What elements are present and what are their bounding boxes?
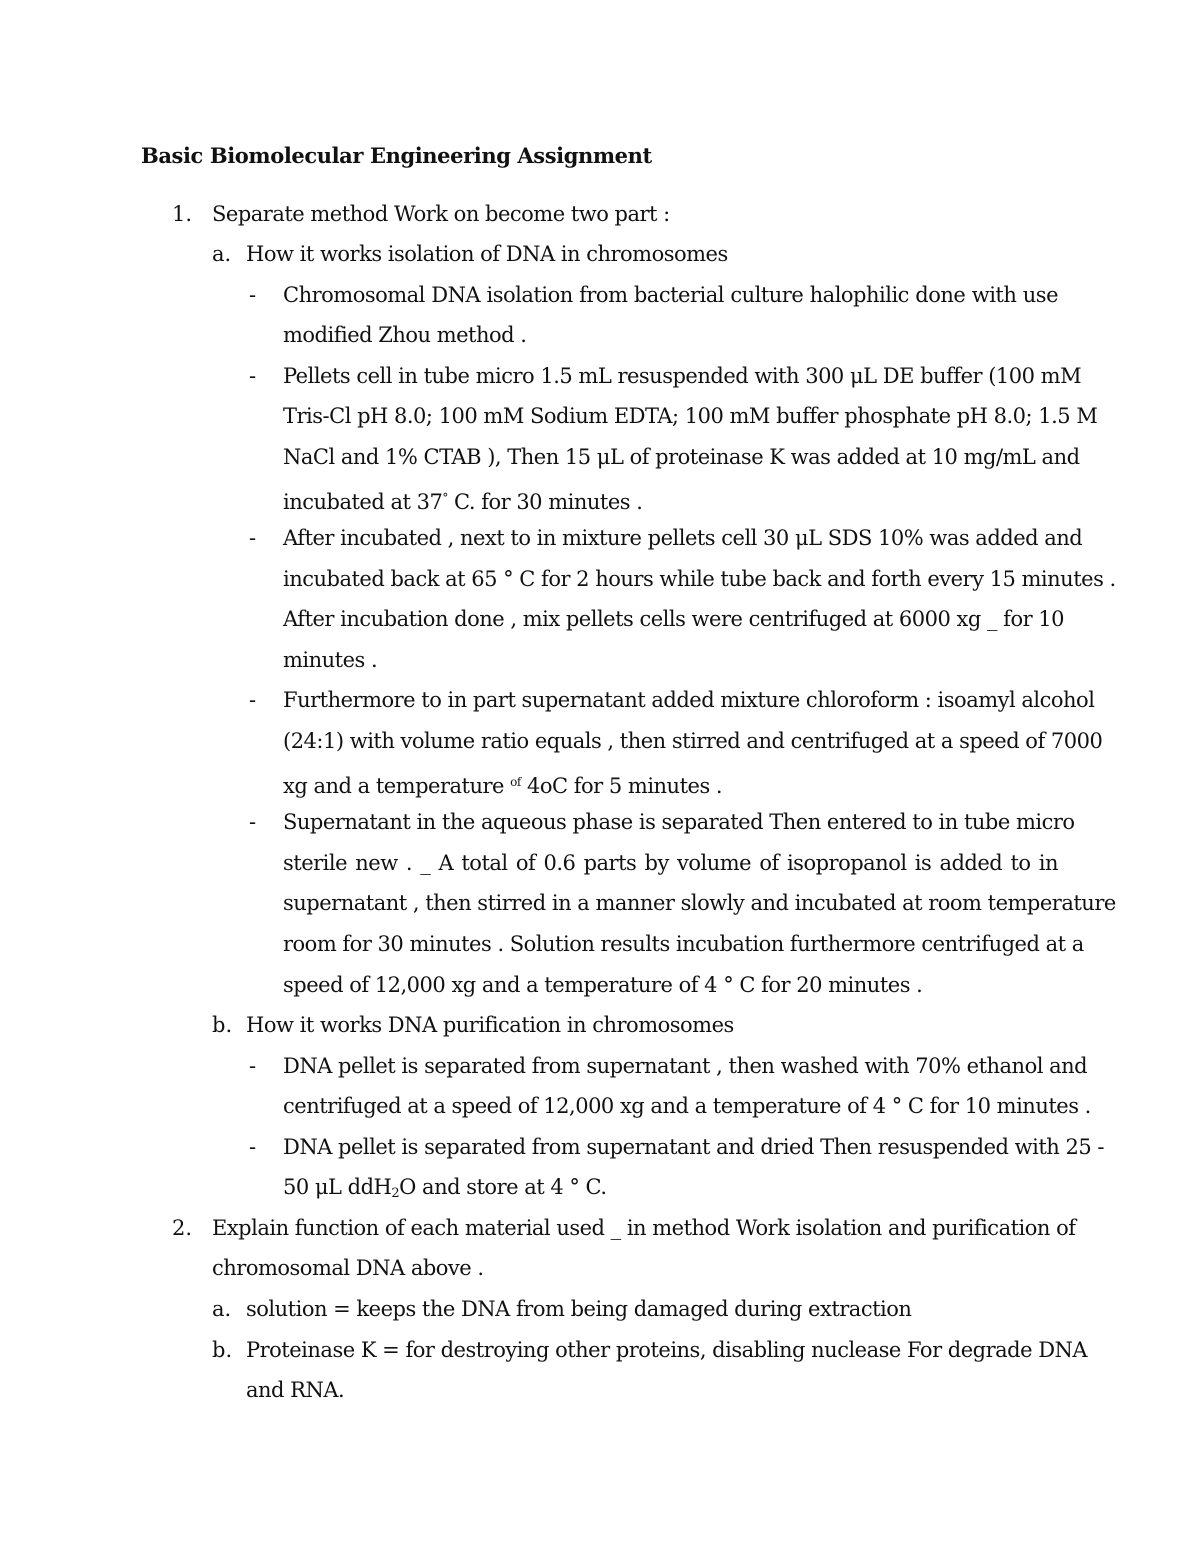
q2a-letter: a. (212, 1297, 232, 1321)
bullet-dash: - (249, 364, 257, 388)
bullet-dash: - (249, 810, 257, 834)
q2b-line: and RNA. (246, 1378, 345, 1402)
bullet-line: Tris-Cl pH 8.0; 100 mM Sodium EDTA; 100 mM buffer phosphate pH 8.0; 1.5 M (283, 404, 1098, 428)
bullet-line: After incubated , next to in mixture pellets cell 30 μL SDS 10% was added and (283, 526, 1083, 550)
bullet-line: 50 μL ddH$_2$O and store at 4 ° C. (283, 1175, 607, 1201)
bullet-line: Chromosomal DNA isolation from bacterial culture halophilic done with use (283, 283, 1058, 307)
bullet-line: DNA pellet is separated from supernatant and dried Then resuspended with 25 - (283, 1135, 1104, 1159)
bullet-line: NaCl and 1% CTAB ), Then 15 μL of proteinase K was added at 10 mg/mL and (283, 445, 1080, 469)
bullet-line: (24:1) with volume ratio equals , then stirred and centrifuged at a speed of 7000 (283, 729, 1103, 753)
bullet-line: minutes . (283, 648, 378, 672)
bullet-line: speed of 12,000 xg and a temperature of 4 ° C for 20 minutes . (283, 973, 923, 997)
q2-line: Explain function of each material used _ in method Work isolation and purification of (212, 1216, 1076, 1240)
bullet-line: sterile new . _ A total of 0.6 parts by volume of isopropanol is added to in (283, 851, 1058, 875)
bullet-line: DNA pellet is separated from supernatant , then washed with 70% ethanol and (283, 1054, 1088, 1078)
document-title: Basic Biomolecular Engineering Assignment (141, 143, 652, 168)
bullet-line: incubated back at 65 ° C for 2 hours while tube back and forth every 15 minutes . (283, 567, 1116, 591)
q1b-heading: How it works DNA purification in chromosomes (246, 1013, 734, 1037)
q2b-letter: b. (212, 1338, 233, 1362)
bullet-line: centrifuged at a speed of 12,000 xg and a temperature of 4 ° C for 10 minutes . (283, 1094, 1091, 1118)
bullet-dash: - (249, 688, 257, 712)
q2a-text: solution = keeps the DNA from being damaged during extraction (246, 1297, 912, 1321)
q1-text: Separate method Work on become two part : (212, 202, 670, 226)
bullet-dash: - (249, 526, 257, 550)
q1b-letter: b. (212, 1013, 233, 1037)
bullet-line: Pellets cell in tube micro 1.5 mL resuspended with 300 μL DE buffer (100 mM (283, 364, 1082, 388)
q2b-line: Proteinase K = for destroying other proteins, disabling nuclease For degrade DNA (246, 1338, 1088, 1362)
bullet-line: modified Zhou method . (283, 323, 527, 347)
bullet-line: incubated at 37° C. for 30 minutes . (283, 490, 643, 514)
bullet-dash: - (249, 1135, 257, 1159)
q1a-heading: How it works isolation of DNA in chromosomes (246, 242, 728, 266)
q1a-letter: a. (212, 242, 232, 266)
bullet-line: Supernatant in the aqueous phase is separated Then entered to in tube micro (283, 810, 1075, 834)
bullet-line: xg and a temperature $^{of}$ 4oC for 5 minutes . (283, 774, 723, 798)
bullet-line: supernatant , then stirred in a manner slowly and incubated at room temperature (283, 891, 1116, 915)
bullet-dash: - (249, 1054, 257, 1078)
q1-number: 1. (172, 202, 193, 226)
bullet-line: room for 30 minutes . Solution results incubation furthermore centrifuged at a (283, 932, 1084, 956)
bullet-line: After incubation done , mix pellets cells were centrifuged at 6000 xg _ for 10 (283, 607, 1065, 631)
bullet-dash: - (249, 283, 257, 307)
bullet-line: Furthermore to in part supernatant added mixture chloroform : isoamyl alcohol (283, 688, 1095, 712)
q2-line: chromosomal DNA above . (212, 1256, 484, 1280)
q2-number: 2. (172, 1216, 193, 1240)
